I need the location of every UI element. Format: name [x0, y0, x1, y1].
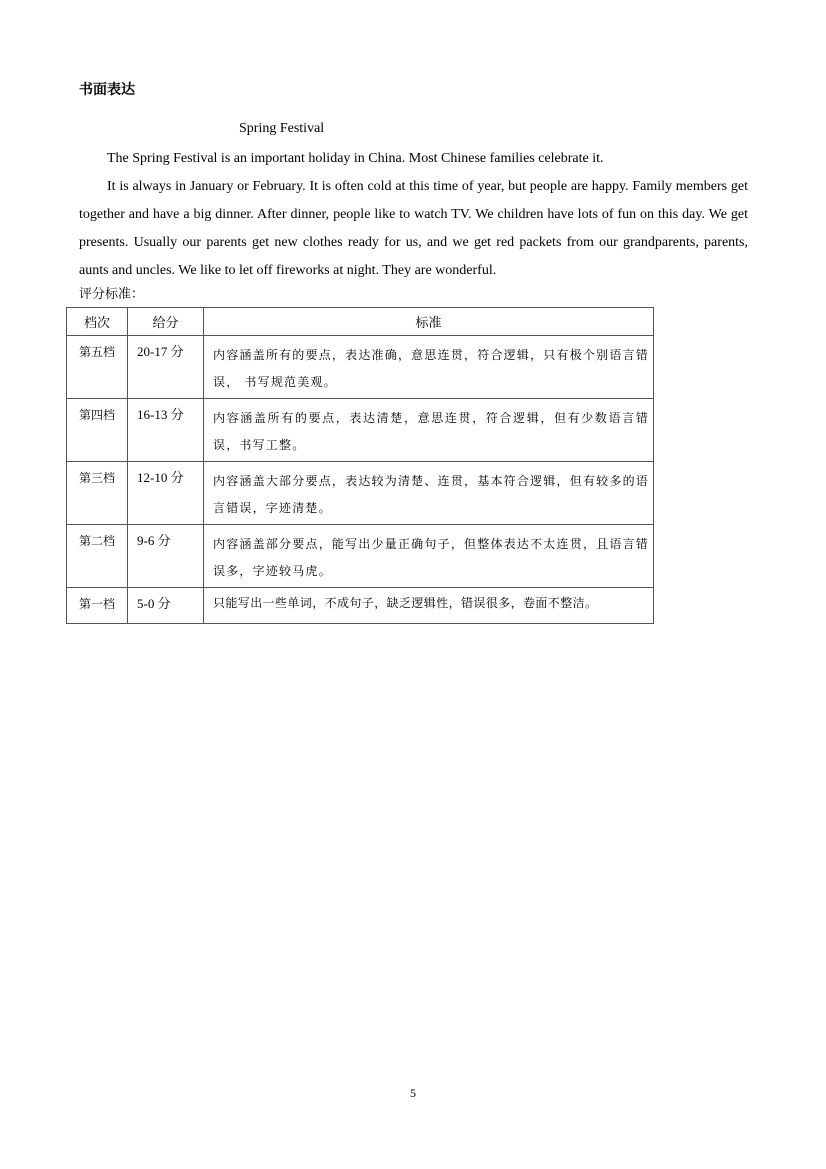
header-standard: 标准 — [204, 308, 654, 336]
score-cell: 20-17 分 — [128, 336, 204, 399]
standard-cell: 内容涵盖大部分要点，表达较为清楚、连贯，基本符合逻辑，但有较多的语言错误，字迹清楚。 — [204, 462, 654, 525]
essay-paragraph: It is always in January or February. It is often cold at this time of year, but people are happy. Family members get together and have a big dinner. After dinner, people like to watch TV. We children have lots of fun on this day. We get presents. Usually our parents get new clothes ready for us, and we get red packets from our grandparents, parents, aunts and uncles. We like to let off fireworks at night. They are wonderful. — [79, 179, 748, 278]
level-cell: 第五档 — [67, 336, 128, 399]
standard-cell: 内容涵盖所有的要点，表达准确，意思连贯，符合逻辑，只有极个别语言错误， 书写规范美观。 — [204, 336, 654, 399]
essay-body — [79, 145, 748, 285]
grading-table — [66, 307, 654, 624]
standard-cell: 内容涵盖所有的要点，表达清楚，意思连贯，符合逻辑，但有少数语言错误，书写工整。 — [204, 399, 654, 462]
standard-cell: 只能写出一些单词，不成句子，缺乏逻辑性，错误很多，卷面不整洁。 — [204, 588, 654, 624]
header-level: 档次 — [67, 308, 128, 336]
level-cell: 第四档 — [67, 399, 128, 462]
page-number: 5 — [410, 1086, 416, 1100]
level-cell: 第二档 — [67, 525, 128, 588]
table-row — [67, 588, 654, 624]
essay-paragraph: The Spring Festival is an important holiday in China. Most Chinese families celebrate it. — [107, 151, 604, 166]
score-cell: 5-0 分 — [128, 588, 204, 624]
score-cell: 9-6 分 — [128, 525, 204, 588]
table-row — [67, 525, 654, 588]
standard-cell: 内容涵盖部分要点，能写出少量正确句子，但整体表达不太连贯，且语言错误多，字迹较马虎。 — [204, 525, 654, 588]
table-row — [67, 462, 654, 525]
table-header-row — [67, 308, 654, 336]
grading-criteria-label: 评分标准： — [79, 287, 145, 302]
level-cell: 第一档 — [67, 588, 128, 624]
essay-title: Spring Festival — [239, 121, 325, 136]
header-score: 给分 — [128, 308, 204, 336]
level-cell: 第三档 — [67, 462, 128, 525]
score-cell: 16-13 分 — [128, 399, 204, 462]
table-row — [67, 399, 654, 462]
table-row — [67, 336, 654, 399]
score-cell: 12-10 分 — [128, 462, 204, 525]
section-title: 书面表达 — [79, 82, 135, 98]
